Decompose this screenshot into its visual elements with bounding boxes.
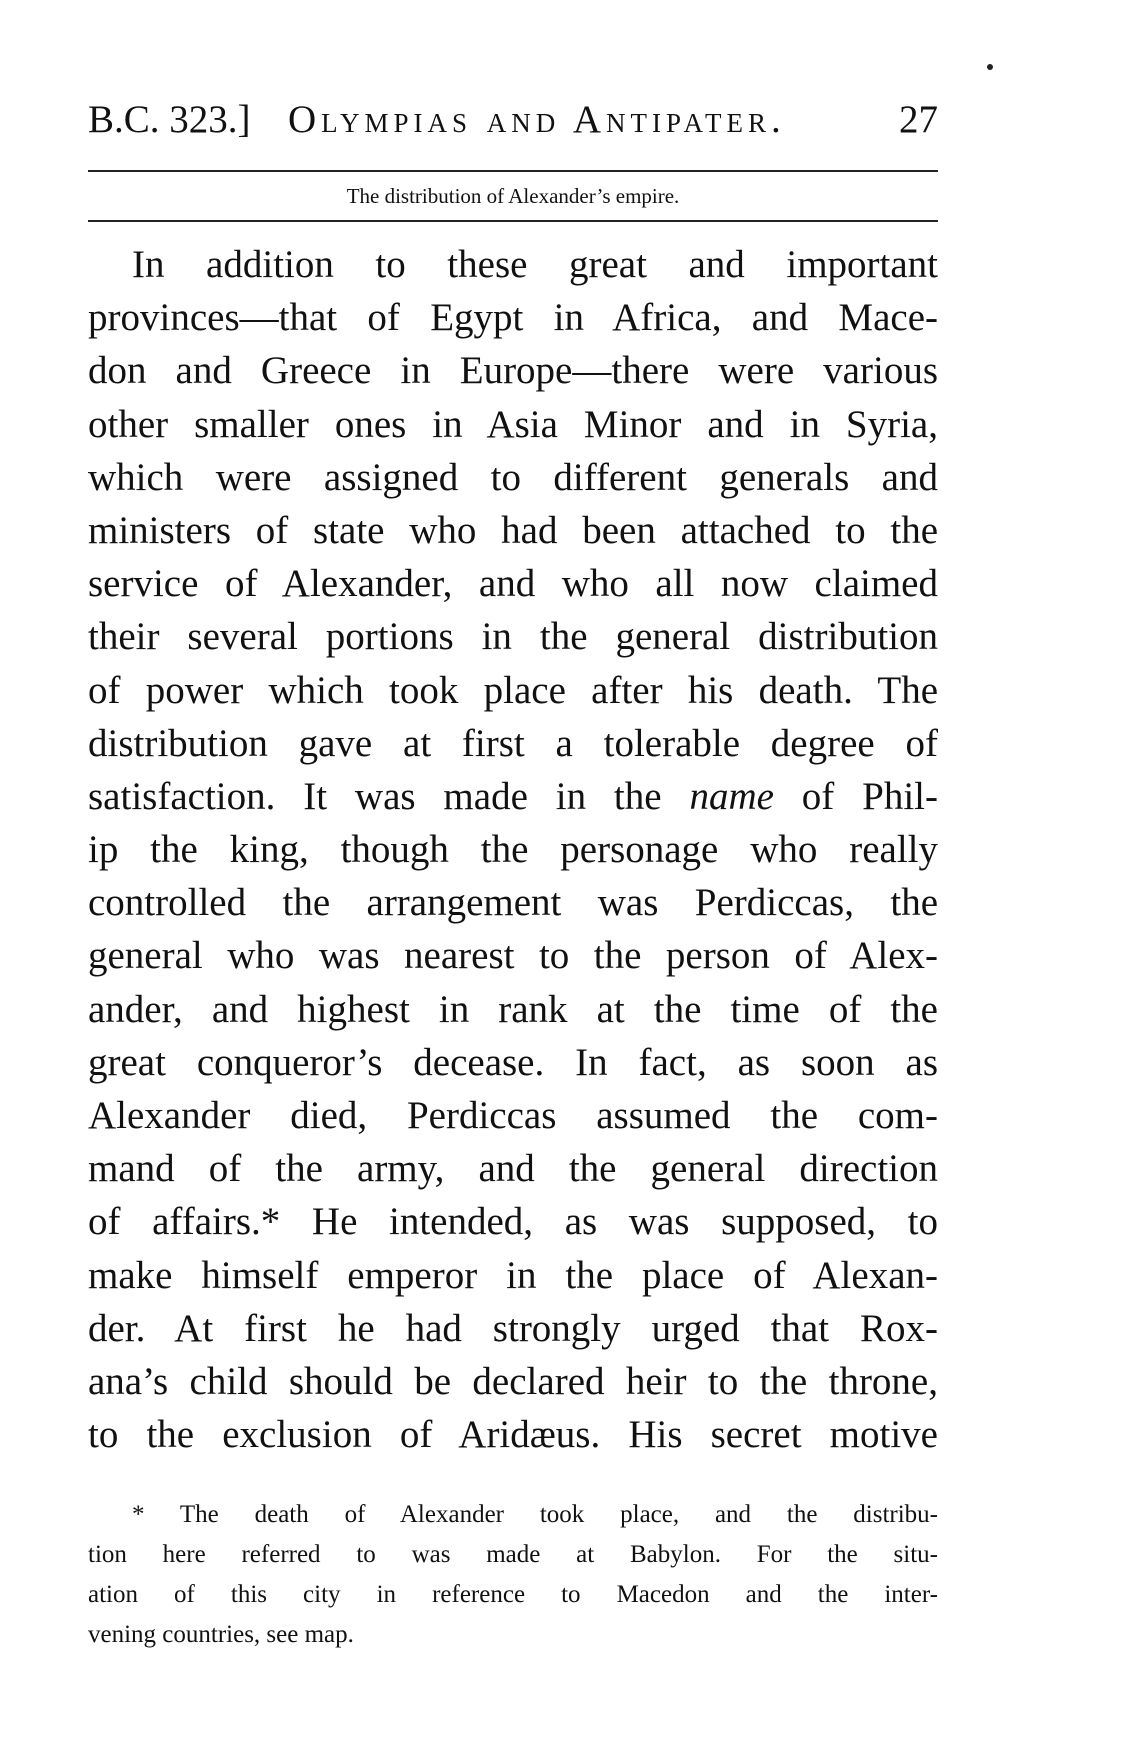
body-line: make himself emperor in the place of Alexan- <box>88 1253 938 1297</box>
body-line: don and Greece in Europe—there were various <box>88 349 938 393</box>
header-era: B.C. 323.] <box>88 98 251 141</box>
body-line: great conqueror’s decease. In fact, as soon as <box>88 1040 938 1084</box>
header-rule-bottom <box>88 220 938 222</box>
body-line: controlled the arrangement was Perdiccas, the <box>88 881 938 925</box>
body-line: In addition to these great and important <box>132 243 938 286</box>
body-line: distribution gave at first a tolerable degree of <box>88 721 938 765</box>
section-subtitle: The distribution of Alexander’s empire. <box>346 184 680 208</box>
body-line: service of Alexander, and who all now claimed <box>88 562 938 606</box>
running-header <box>88 90 938 150</box>
body-line: mand of the army, and the general direction <box>88 1147 938 1191</box>
body-line-with-emphasis <box>88 770 938 823</box>
body-line: ander, and highest in rank at the time of the <box>88 987 938 1031</box>
body-line: der. At first he had strongly urged that Rox- <box>88 1306 938 1350</box>
body-line: ana’s child should be declared heir to the throne, <box>88 1359 938 1403</box>
page-number: 27 <box>899 98 938 141</box>
footnote-line: vening countries, see map. <box>88 1621 354 1648</box>
line-text-before: satisfaction. It was made in the <box>88 774 690 818</box>
body-line: their several portions in the general distribution <box>88 615 938 659</box>
body-line: which were assigned to different generals and <box>88 455 938 499</box>
body-line: of power which took place after his death. The <box>88 668 938 712</box>
header-rule-top <box>88 170 938 172</box>
body-line: Alexander died, Perdiccas assumed the com- <box>88 1094 938 1137</box>
header-title: Olympias and Antipater. <box>288 98 786 141</box>
scan-speck <box>987 64 993 70</box>
footnote-line: * The death of Alexander took place, and the distribu- <box>132 1501 938 1528</box>
line-text-after: of Phil- <box>773 774 938 818</box>
body-line: general who was nearest to the person of Alex- <box>88 934 938 978</box>
body-line: ministers of state who had been attached to the <box>88 508 938 552</box>
footnote-line: tion here referred to was made at Babylon. For the situ- <box>88 1541 938 1568</box>
emphasized-word: name <box>689 774 774 818</box>
body-line: ip the king, though the personage who really <box>88 828 938 872</box>
footnote-line: ation of this city in reference to Macedon and the inter- <box>88 1581 938 1608</box>
body-line: other smaller ones in Asia Minor and in Syria, <box>88 402 938 446</box>
body-line: provinces—that of Egypt in Africa, and Mace- <box>88 296 938 340</box>
body-line: of affairs.* He intended, as was supposed, to <box>88 1200 938 1244</box>
body-line: to the exclusion of Aridæus. His secret motive <box>88 1413 938 1457</box>
body-paragraph <box>88 238 938 1461</box>
footnote <box>88 1495 938 1655</box>
